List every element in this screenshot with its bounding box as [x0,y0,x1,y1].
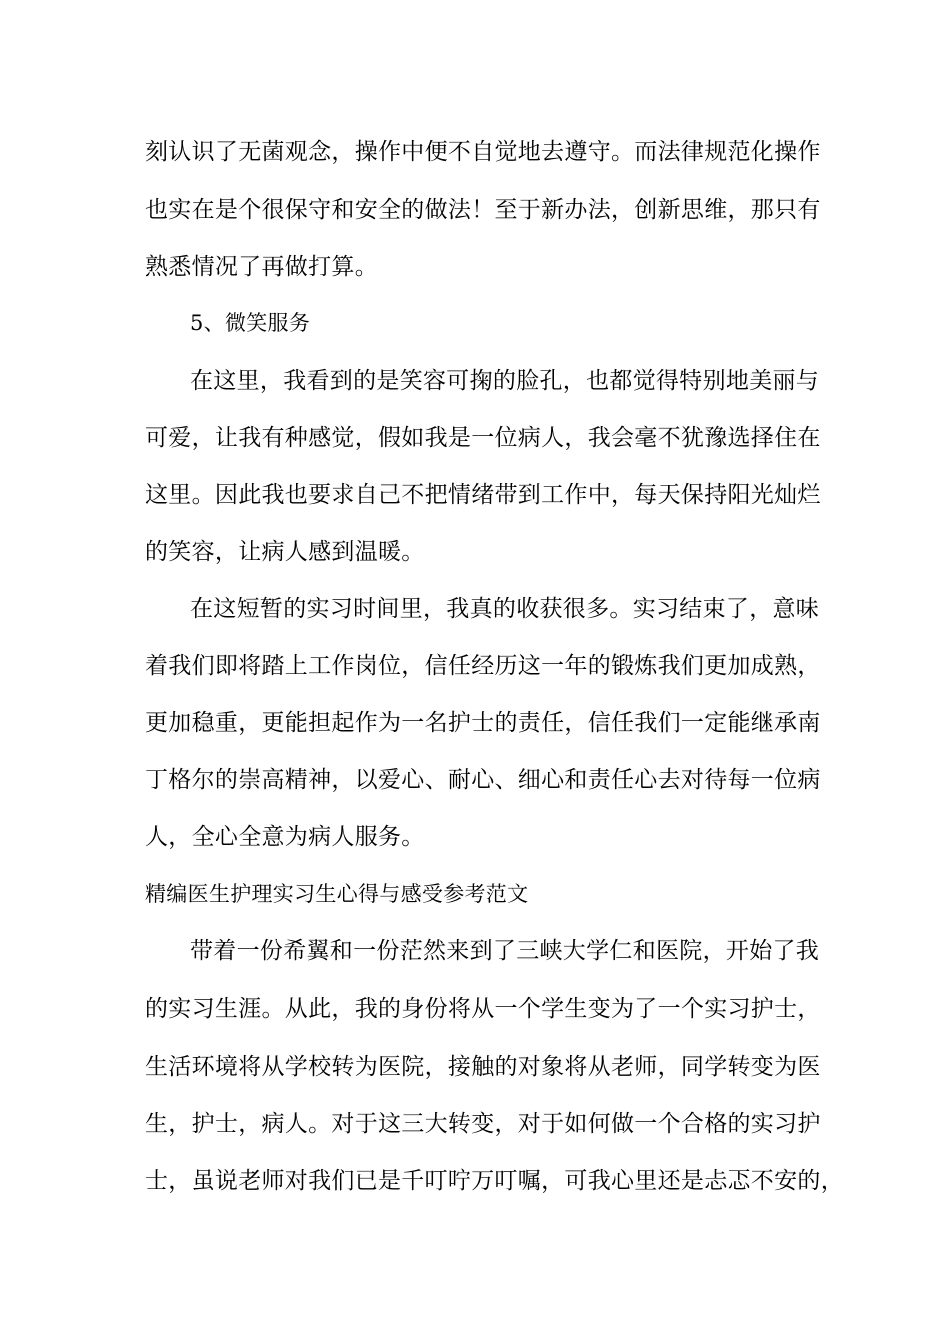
body-text-line: 这里。因此我也要求自己不把情绪带到工作中，每天保持阳光灿烂 [145,482,821,508]
body-text-line: 着我们即将踏上工作岗位，信任经历这一年的锻炼我们更加成熟， [145,653,821,679]
body-text-line: 的笑容，让病人感到温暖。 [145,539,425,565]
body-text-line: 带着一份希翼和一份茫然来到了三峡大学仁和医院，开始了我 [190,938,820,964]
body-text-line: 生活环境将从学校转为医院，接触的对象将从老师，同学转变为医 [145,1054,821,1080]
body-text-line: 也实在是个很保守和安全的做法！至于新办法，创新思维，那只有 [145,197,821,223]
article-title: 精编医生护理实习生心得与感受参考范文 [145,882,529,906]
body-text-line: 生，护士，病人。对于这三大转变，对于如何做一个合格的实习护 [145,1111,821,1137]
body-text-line: 人，全心全意为病人服务。 [145,824,425,850]
body-text-line: 在这短暂的实习时间里，我真的收获很多。实习结束了，意味 [190,596,820,622]
body-text-line: 更加稳重，更能担起作为一名护士的责任，信任我们一定能继承南 [145,710,821,736]
body-text-line: 的实习生涯。从此，我的身份将从一个学生变为了一个实习护士， [145,996,821,1022]
body-text-line: 熟悉情况了再做打算。 [145,254,378,280]
body-text-line: 可爱，让我有种感觉，假如我是一位病人，我会毫不犹豫选择住在 [145,425,821,451]
section-heading: 5、微笑服务 [190,311,311,335]
body-text-line: 刻认识了无菌观念，操作中便不自觉地去遵守。而法律规范化操作 [145,139,821,165]
body-text-line: 士，虽说老师对我们已是千叮咛万叮嘱，可我心里还是忐忑不安的， [145,1168,844,1194]
body-text-line: 丁格尔的崇高精神，以爱心、耐心、细心和责任心去对待每一位病 [145,767,821,793]
body-text-line: 在这里，我看到的是笑容可掬的脸孔，也都觉得特别地美丽与 [190,368,820,394]
